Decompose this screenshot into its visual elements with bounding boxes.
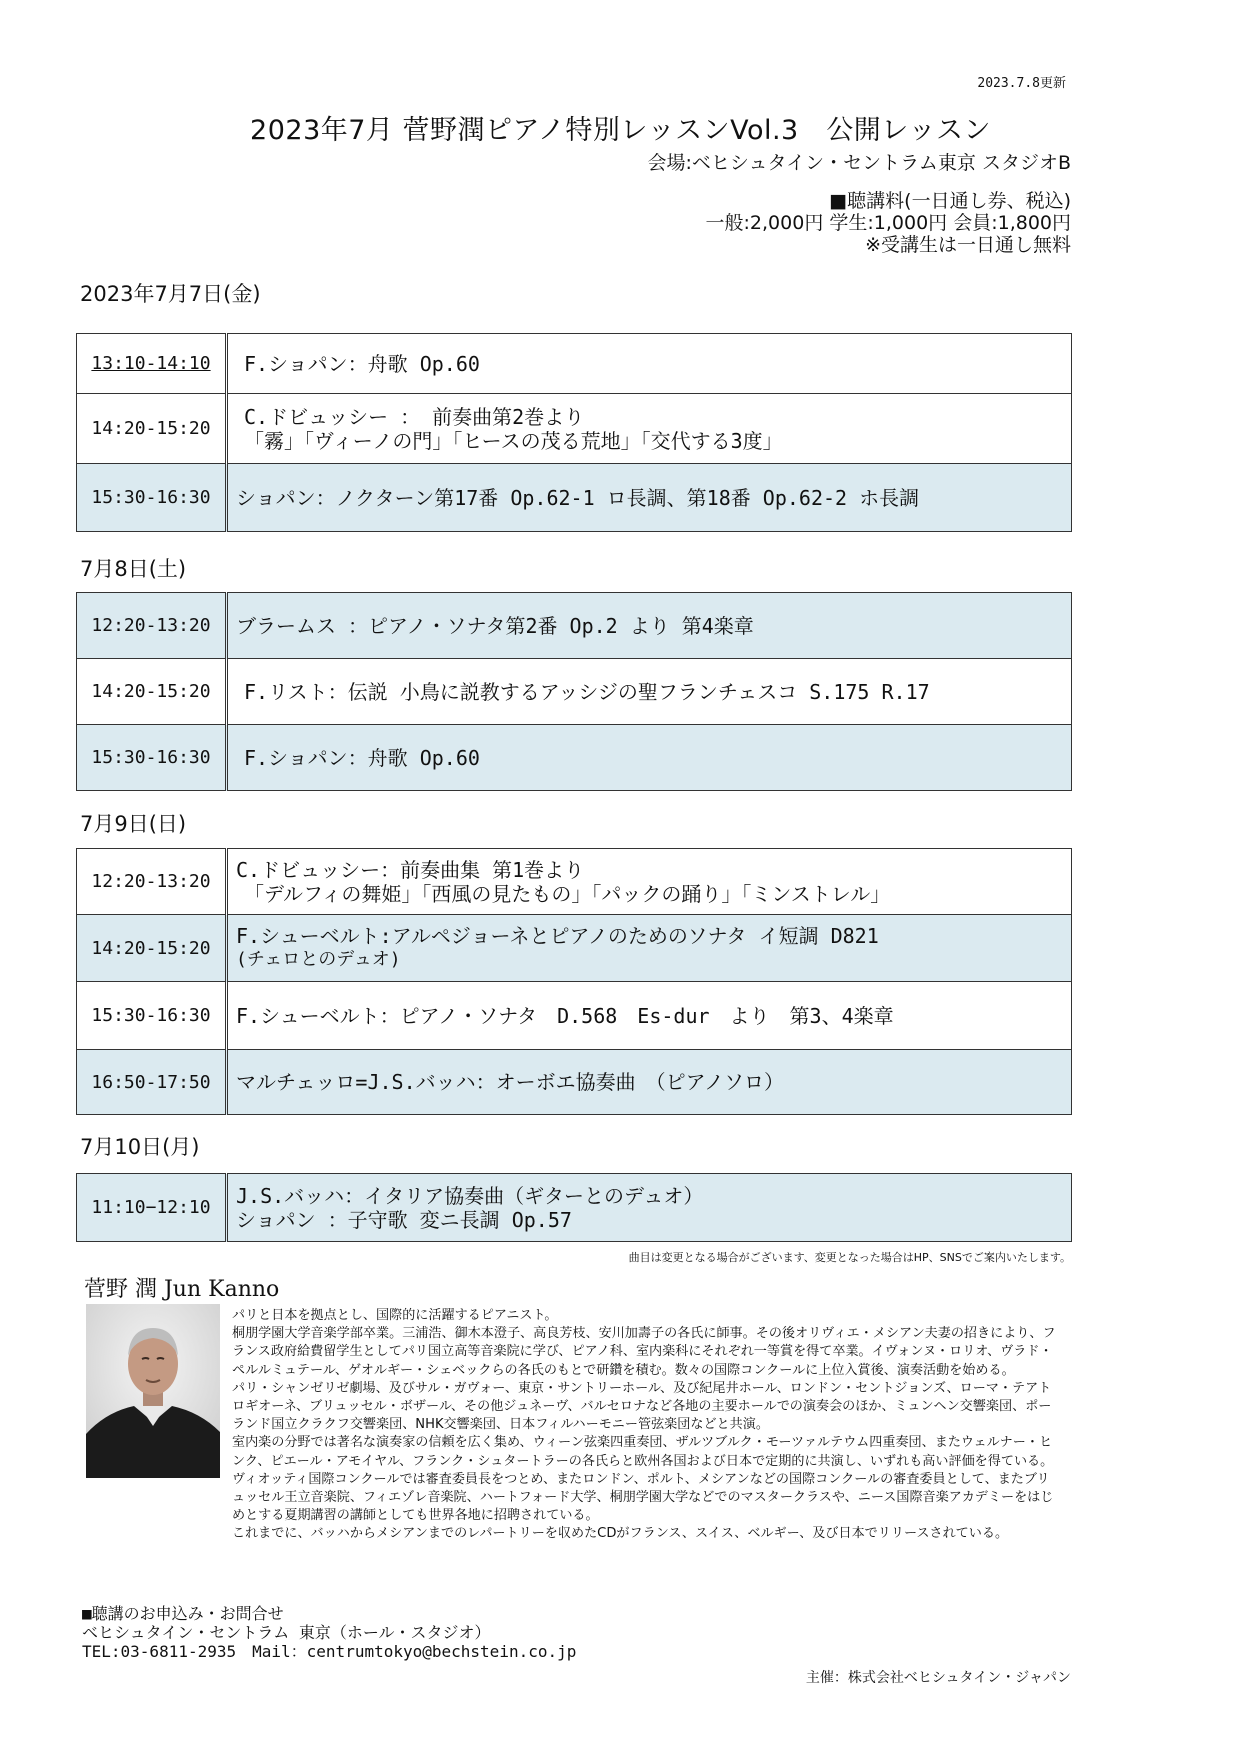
venue: 会場:ベヒシュタイン・セントラム東京 スタジオB: [647, 152, 1071, 174]
session-row: [77, 1050, 1072, 1115]
session-time: 13:10-14:10: [77, 334, 227, 394]
session-row: [77, 593, 1072, 659]
session-piece: マルチェッロ=J.S.バッハ：オーボエ協奏曲 （ピアノソロ）: [227, 1050, 1072, 1115]
contact-org: ベヒシュタイン・セントラム 東京（ホール・スタジオ）: [82, 1623, 491, 1642]
session-piece: C.ドビュッシー ： 前奏曲第2巻より 「霧」「ヴィーノの門」「ヒースの茂る荒地」「交代する3度」: [227, 394, 1072, 464]
session-row: [77, 334, 1072, 394]
schedule-table-day4: [76, 1173, 1072, 1242]
contact-heading: ■聴講のお申込み・お問合せ: [82, 1604, 284, 1623]
session-row: [77, 725, 1072, 791]
session-time: 12:20-13:20: [77, 849, 227, 915]
session-piece: F.リスト：伝説 小鳥に説教するアッシジの聖フランチェスコ S.175 R.17: [227, 659, 1072, 725]
fee-block: [706, 190, 1071, 256]
session-row: [77, 1174, 1072, 1242]
session-row: [77, 464, 1072, 532]
session-time: 11:10−12:10: [77, 1174, 227, 1242]
session-row: [77, 394, 1072, 464]
contact-tel-mail: TEL:03-6811-2935 Mail：centrumtokyo@bechstein.co.jp: [82, 1642, 577, 1661]
bio-paragraph: 桐朋学園大学音楽学部卒業。三浦浩、御木本澄子、高良芳枝、安川加壽子の各氏に師事。その後オリヴィエ・メシアン夫妻の招きにより、フランス政府給費留学生としてパリ国立高等音楽院に学び、ピアノ科、室内楽科にそれぞれ一等賞を得て卒業。イヴォンヌ・ロリオ、ヴラド・ペルルミュテール、ゲオルギー・シェベックらの各氏のもとで研鑽を積む。数々の国際コンクールに上位入賞後、演奏活動を始める。: [232, 1326, 1056, 1378]
schedule-table-day3: [76, 848, 1072, 1115]
day-label-1: 2023年7月7日(金): [80, 282, 261, 306]
session-piece: ブラームス ：ピアノ・ソナタ第2番 Op.2 より 第4楽章: [227, 593, 1072, 659]
contact-block: [82, 1604, 576, 1661]
session-piece: C.ドビュッシー：前奏曲集 第1巻より 「デルフィの舞姫」「西風の見たもの」「パックの踊り」「ミンストレル」: [227, 849, 1072, 915]
schedule-table-day2: [76, 592, 1072, 791]
session-piece: F.ショパン：舟歌 Op.60: [227, 334, 1072, 394]
session-row: [77, 982, 1072, 1050]
session-piece: ショパン：ノクターン第17番 Op.62-1 ロ長調、第18番 Op.62-2 ホ長調: [227, 464, 1072, 532]
day-label-3: 7月9日(日): [80, 812, 187, 836]
session-time: 12:20-13:20: [77, 593, 227, 659]
bio-paragraph: これまでに、バッハからメシアンまでのレパートリーを収めたCDがフランス、スイス、ベルギー、及び日本でリリースされている。: [232, 1526, 1009, 1542]
artist-biography: [232, 1307, 1060, 1544]
fee-prices: 一般:2,000円 学生:1,000円 会員:1,800円: [705, 212, 1071, 234]
session-time: 15:30-16:30: [77, 982, 227, 1050]
session-time: 15:30-16:30: [77, 725, 227, 791]
fee-note: ※受講生は一日通し無料: [865, 234, 1071, 256]
session-time: 16:50-17:50: [77, 1050, 227, 1115]
session-time: 14:20-15:20: [77, 394, 227, 464]
portrait-image: [86, 1304, 220, 1478]
bio-paragraph: パリ・シャンゼリゼ劇場、及びサル・ガヴォー、東京・サントリーホール、及び紀尾井ホール、ロンドン・セントジョンズ、ローマ・テアトロギオーネ、ブリュッセル・ボザール、その他ジュネーヴ、バルセロナなど各地の主要ホールでの演奏会のほか、ミュンヘン交響楽団、ポーランド国立クラクフ交響楽団、NHK交響楽団、日本フィルハーモニー管弦楽団などと共演。: [232, 1380, 1052, 1433]
artist-name: 菅野 潤 Jun Kanno: [84, 1277, 280, 1302]
artist-photo: [86, 1304, 220, 1478]
bio-paragraph: パリと日本を拠点とし、国際的に活躍するピアニスト。: [232, 1308, 558, 1323]
day-label-2: 7月8日(土): [80, 557, 187, 581]
page-title: 2023年7月 菅野潤ピアノ特別レッスンVol.3 公開レッスン: [250, 115, 991, 146]
session-time: 15:30-16:30: [77, 464, 227, 532]
session-row: [77, 849, 1072, 915]
fee-heading: ■聴講料(一日通し券、税込): [829, 190, 1071, 212]
day-label-4: 7月10日(月): [80, 1135, 200, 1159]
session-piece: J.S.バッハ：イタリア協奏曲（ギターとのデュオ） ショパン ：子守歌 変ニ長調 Op.57: [227, 1174, 1072, 1242]
updated-date: 2023.7.8更新: [977, 76, 1066, 91]
organizer: 主催：株式会社ベヒシュタイン・ジャパン: [805, 1670, 1071, 1686]
bio-paragraph: 室内楽の分野では著名な演奏家の信頼を広く集め、ウィーン弦楽四重奏団、ザルツブルク・モーツァルテウム四重奏団、またウェルナー・ヒンク、ピエール・アモイヤル、フランク・シュタートラーの各氏らと欧州各国および日本で定期的に共演し、いずれも高い評価を得ている。ヴィオッティ国際コンクールでは審査委員長をつとめ、またロンドン、ポルト、メシアンなどの国際コンクールの審査委員として、またブリュッセル王立音楽院、フィエゾレ音楽院、ハートフォード大学、桐朋学園大学などでのマスタークラスや、ニース国際音楽アカデミーをはじめとする夏期講習の講師としても世界各地に招聘されている。: [232, 1435, 1054, 1524]
session-row: [77, 659, 1072, 725]
session-time: 14:20-15:20: [77, 915, 227, 982]
session-time: 14:20-15:20: [77, 659, 227, 725]
session-piece: F.ショパン：舟歌 Op.60: [227, 725, 1072, 791]
program-change-note: 曲目は変更となる場合がございます、変更となった場合はHP、SNSでご案内いたします。: [628, 1251, 1071, 1264]
session-row: [77, 915, 1072, 982]
session-piece: F.シューベルト:アルペジョーネとピアノのためのソナタ イ短調 D821 (チェロとのデュオ): [227, 915, 1072, 982]
session-piece: F.シューベルト：ピアノ・ソナタ D.568 Es-dur より 第3、4楽章: [227, 982, 1072, 1050]
schedule-table-day1: [76, 333, 1072, 532]
